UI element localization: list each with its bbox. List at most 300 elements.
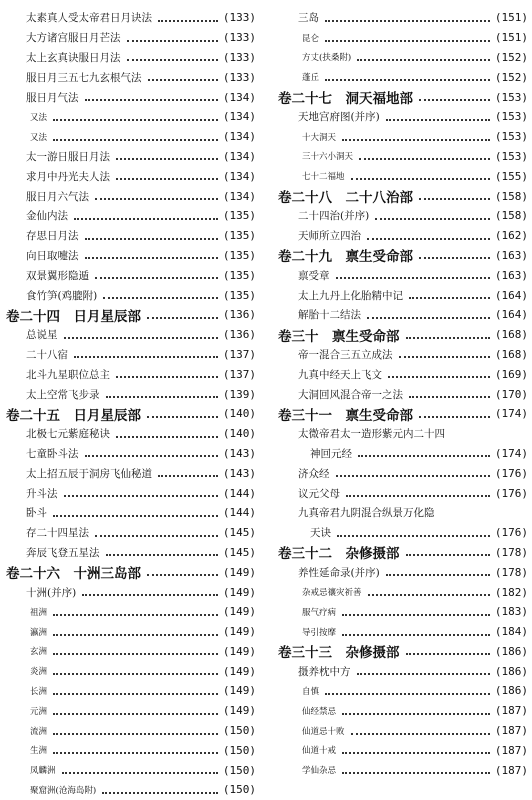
entry-title: 帝一混合三五立成法 <box>298 347 396 362</box>
page-number: (151) <box>494 11 528 25</box>
entry-title: 七十二福地 <box>302 170 348 182</box>
toc-entry <box>278 285 528 305</box>
entry-title: 太素真人受太帝君日月诀法 <box>26 10 155 25</box>
entry-title: 十大洞天 <box>302 131 339 143</box>
entry-title: 瀛洲 <box>30 626 50 638</box>
page-number: (149) <box>222 664 256 678</box>
entry-title: 生洲 <box>30 744 50 756</box>
toc-entry <box>6 67 256 87</box>
toc-entry <box>6 780 256 800</box>
entry-title: 大方诸宫服日月芒法 <box>26 30 124 45</box>
page-number: (187) <box>494 763 528 777</box>
page-number: (174) <box>494 446 528 460</box>
dot-leader <box>53 693 218 695</box>
page-number: (182) <box>494 585 528 599</box>
dot-leader <box>106 554 218 556</box>
entry-title: 凤麟洲 <box>30 764 59 776</box>
toc-entry <box>278 107 528 127</box>
entry-title: 导引按摩 <box>302 626 339 638</box>
entry-title: 蓬丘 <box>302 71 322 83</box>
page-number: (184) <box>494 625 528 639</box>
dot-leader <box>342 752 490 754</box>
page-number: (133) <box>222 11 256 25</box>
toc-entry <box>6 760 256 780</box>
page-number: (152) <box>494 50 528 64</box>
page-number: (134) <box>222 189 256 203</box>
page-number: (149) <box>222 625 256 639</box>
toc-entry <box>6 503 256 523</box>
toc-entry <box>6 246 256 266</box>
dot-leader <box>74 218 218 220</box>
toc-entry <box>6 186 256 206</box>
page-number: (158) <box>494 209 528 223</box>
chapter-heading <box>278 543 528 563</box>
chapter-heading <box>6 562 256 582</box>
entry-title: 太上空常飞步录 <box>26 387 103 402</box>
page-number: (144) <box>222 506 256 520</box>
dot-leader <box>103 297 218 299</box>
dot-leader <box>53 653 218 655</box>
entry-title: 又法 <box>30 111 50 123</box>
toc-entry <box>6 523 256 543</box>
page-number: (186) <box>494 644 528 658</box>
page-number: (169) <box>494 367 528 381</box>
dot-leader <box>85 257 218 259</box>
page-number: (162) <box>494 229 528 243</box>
entry-title: 二十八宿 <box>26 347 71 362</box>
entry-title: 自慎 <box>302 685 322 697</box>
dot-leader <box>53 515 218 517</box>
entry-title: 九真帝君九阴混合纵景万化隐 <box>298 505 438 520</box>
toc-entry <box>6 166 256 186</box>
dot-leader <box>116 436 218 438</box>
page-number: (168) <box>494 328 528 342</box>
dot-leader <box>85 238 218 240</box>
dot-leader <box>357 673 490 675</box>
dot-leader <box>342 139 490 141</box>
entry-title: 聚窟洲(沧海岛附) <box>30 784 99 796</box>
page-number: (140) <box>222 427 256 441</box>
entry-title: 求月中丹光夫人法 <box>26 169 113 184</box>
toc-entry <box>278 166 528 186</box>
toc-entry <box>6 206 256 226</box>
entry-title: 济众经 <box>298 466 333 481</box>
page-number: (155) <box>494 169 528 183</box>
chapter-title: 卷三十一 禀生受命部 <box>278 404 416 424</box>
dot-leader <box>342 772 490 774</box>
page-number: (143) <box>222 466 256 480</box>
entry-title: 太上玄真诀服日月法 <box>26 50 124 65</box>
toc-entry <box>6 127 256 147</box>
toc-entry <box>6 364 256 384</box>
dot-leader <box>127 59 218 61</box>
page-number: (170) <box>494 387 528 401</box>
entry-title: 流洲 <box>30 725 50 737</box>
toc-entry <box>278 740 528 760</box>
page-number: (150) <box>222 743 256 757</box>
entry-title: 仙道十戒 <box>302 744 339 756</box>
toc-entry <box>6 424 256 444</box>
entry-title: 向日取嚏法 <box>26 248 82 263</box>
toc-entry <box>6 147 256 167</box>
toc-entry <box>278 661 528 681</box>
entry-title: 食竹笋(鸡膍附) <box>26 288 100 303</box>
dot-leader <box>148 79 218 81</box>
dot-leader <box>53 733 218 735</box>
entry-title: 二十四治(并序) <box>298 208 372 223</box>
toc-entry <box>6 285 256 305</box>
page-number: (145) <box>222 545 256 559</box>
page-number: (135) <box>222 268 256 282</box>
toc-entry <box>6 483 256 503</box>
toc-entry <box>278 206 528 226</box>
dot-leader <box>419 416 490 418</box>
entry-title: 三十六小洞天 <box>302 150 356 162</box>
page-number: (150) <box>222 763 256 777</box>
dot-leader <box>386 574 490 576</box>
chapter-title: 卷二十五 日月星辰部 <box>6 404 144 424</box>
chapter-title: 卷二十六 十洲三岛部 <box>6 562 144 582</box>
dot-leader <box>127 40 218 42</box>
entry-title: 学仙杂忌 <box>302 764 339 776</box>
chapter-heading <box>278 246 528 266</box>
page-number: (176) <box>494 486 528 500</box>
dot-leader <box>336 277 490 279</box>
dot-leader <box>406 554 490 556</box>
page-number: (176) <box>494 526 528 540</box>
toc-entry <box>278 463 528 483</box>
entry-title: 杂戒忌禳灾祈善 <box>302 586 365 598</box>
toc-entry <box>6 622 256 642</box>
toc-entry <box>6 661 256 681</box>
dot-leader <box>106 396 218 398</box>
page-number: (164) <box>494 308 528 322</box>
toc-entry <box>6 48 256 68</box>
page-number: (136) <box>222 328 256 342</box>
entry-title: 服日月三五七九玄根气法 <box>26 70 145 85</box>
dot-leader <box>342 614 490 616</box>
dot-leader <box>388 376 490 378</box>
toc-entry <box>278 602 528 622</box>
dot-leader <box>346 495 490 497</box>
toc-entry <box>6 345 256 365</box>
entry-title: 方丈(扶桑附) <box>302 51 354 63</box>
dot-leader <box>357 59 490 61</box>
page-number: (153) <box>494 90 528 104</box>
toc-entry <box>278 622 528 642</box>
entry-title: 太上九丹上化胎精中记 <box>298 288 406 303</box>
dot-leader <box>375 218 490 220</box>
toc-entry <box>6 87 256 107</box>
entry-title: 养性延命录(并序) <box>298 565 383 580</box>
dot-leader <box>53 119 218 121</box>
dot-leader <box>399 356 490 358</box>
page-number: (187) <box>494 724 528 738</box>
page-number: (187) <box>494 704 528 718</box>
page-number: (143) <box>222 446 256 460</box>
page-number: (163) <box>494 268 528 282</box>
entry-title: 仙经禁忌 <box>302 705 339 717</box>
page-number: (149) <box>222 565 256 579</box>
page-number: (135) <box>222 209 256 223</box>
page-number: (134) <box>222 90 256 104</box>
page-number: (187) <box>494 743 528 757</box>
dot-leader <box>386 119 490 121</box>
entry-title: 摄养枕中方 <box>298 664 354 679</box>
entry-title: 太上招五辰于洞房飞仙秘道 <box>26 466 155 481</box>
toc-entry <box>6 543 256 563</box>
entry-title: 服气疗病 <box>302 606 339 618</box>
dot-leader <box>53 139 218 141</box>
dot-leader <box>336 475 490 477</box>
page-number: (174) <box>494 407 528 421</box>
chapter-heading <box>278 325 528 345</box>
page-number: (176) <box>494 466 528 480</box>
dot-leader <box>62 772 218 774</box>
entry-title: 昆仑 <box>302 32 322 44</box>
toc-entry <box>6 721 256 741</box>
dot-leader <box>158 20 218 22</box>
entry-title: 存思日月法 <box>26 228 82 243</box>
toc-entry <box>278 28 528 48</box>
dot-leader <box>53 634 218 636</box>
toc-entry <box>278 384 528 404</box>
dot-leader <box>85 99 218 101</box>
entry-title: 大洞回风混合帝一之法 <box>298 387 406 402</box>
dot-leader <box>325 40 490 42</box>
toc-entry <box>6 740 256 760</box>
page-number: (186) <box>494 684 528 698</box>
entry-title: 太一游日服日月法 <box>26 149 113 164</box>
chapter-title: 卷三十二 杂修摄部 <box>278 543 403 563</box>
dot-leader <box>116 178 218 180</box>
page-number: (134) <box>222 169 256 183</box>
chapter-title: 卷二十八 二十八治部 <box>278 186 416 206</box>
page-number: (134) <box>222 149 256 163</box>
page-number: (183) <box>494 605 528 619</box>
entry-title: 炎洲 <box>30 665 50 677</box>
entry-title: 奔辰飞登五星法 <box>26 545 103 560</box>
entry-title: 禀受章 <box>298 268 333 283</box>
toc-entry <box>278 760 528 780</box>
entry-title: 祖洲 <box>30 606 50 618</box>
chapter-title: 卷二十七 洞天福地部 <box>278 87 416 107</box>
dot-leader <box>367 317 490 319</box>
page-number: (149) <box>222 585 256 599</box>
entry-title: 太微帝君太一造形紫元内二十四 <box>298 426 448 441</box>
page-number: (168) <box>494 347 528 361</box>
page-number: (150) <box>222 783 256 797</box>
toc-entry <box>278 305 528 325</box>
toc-entry <box>278 127 528 147</box>
entry-title: 存二十四星法 <box>26 525 92 540</box>
toc-entry <box>278 444 528 464</box>
entry-title: 仙道忌十败 <box>302 725 348 737</box>
page-number: (178) <box>494 565 528 579</box>
page-number: (139) <box>222 387 256 401</box>
page-number: (149) <box>222 704 256 718</box>
page-number: (140) <box>222 407 256 421</box>
dot-leader <box>337 535 490 537</box>
dot-leader <box>116 158 218 160</box>
entry-title: 双景翼形隐遁 <box>26 268 92 283</box>
entry-title: 玄洲 <box>30 645 50 657</box>
page-number: (149) <box>222 605 256 619</box>
entry-title: 服日月六气法 <box>26 189 92 204</box>
dot-leader <box>53 673 218 675</box>
dot-leader <box>409 396 490 398</box>
page-number: (152) <box>494 70 528 84</box>
toc-entry <box>278 701 528 721</box>
page-number: (149) <box>222 684 256 698</box>
page-number: (144) <box>222 486 256 500</box>
toc-entry <box>6 265 256 285</box>
page-number: (163) <box>494 248 528 262</box>
toc-entry <box>6 8 256 28</box>
toc-entry <box>278 582 528 602</box>
entry-title: 七童卧斗法 <box>26 446 82 461</box>
dot-leader <box>351 178 490 180</box>
page-number: (158) <box>494 189 528 203</box>
dot-leader <box>82 594 218 596</box>
toc-entry <box>278 147 528 167</box>
toc-entry <box>278 48 528 68</box>
toc-column-right <box>278 8 528 780</box>
entry-title: 北极七元紫庭秘诀 <box>26 426 113 441</box>
page-number: (134) <box>222 110 256 124</box>
entry-title: 九真中经天上飞文 <box>298 367 385 382</box>
page-number: (137) <box>222 367 256 381</box>
dot-leader <box>95 198 218 200</box>
dot-leader <box>53 713 218 715</box>
page-number: (153) <box>494 130 528 144</box>
page-number: (145) <box>222 526 256 540</box>
toc-entry <box>6 384 256 404</box>
toc-column-left <box>6 8 256 800</box>
entry-title: 北斗九星职位总主 <box>26 367 113 382</box>
entry-title: 天诀 <box>310 525 334 540</box>
dot-leader <box>351 733 490 735</box>
dot-leader <box>158 475 218 477</box>
toc-entry <box>278 364 528 384</box>
entry-title: 解胎十二结法 <box>298 307 364 322</box>
chapter-heading <box>6 404 256 424</box>
page-number: (137) <box>222 347 256 361</box>
page-number: (178) <box>494 545 528 559</box>
dot-leader <box>95 277 218 279</box>
page-number: (133) <box>222 50 256 64</box>
entry-title: 神回元经 <box>310 446 355 461</box>
entry-title: 十洲(并序) <box>26 585 79 600</box>
toc-entry <box>6 325 256 345</box>
dot-leader <box>325 79 490 81</box>
toc-entry <box>278 345 528 365</box>
entry-title: 升斗法 <box>26 486 61 501</box>
page-number: (133) <box>222 70 256 84</box>
toc-entry <box>6 582 256 602</box>
chapter-title: 卷三十三 杂修摄部 <box>278 642 403 662</box>
page-number: (135) <box>222 288 256 302</box>
toc-entry <box>6 444 256 464</box>
entry-title: 金仙内法 <box>26 208 71 223</box>
entry-title: 天师所立四治 <box>298 228 364 243</box>
dot-leader <box>147 317 218 319</box>
page-number: (135) <box>222 229 256 243</box>
dot-leader <box>147 416 218 418</box>
page-number: (151) <box>494 31 528 45</box>
toc-entry <box>6 642 256 662</box>
dot-leader <box>64 337 218 339</box>
dot-leader <box>368 594 490 596</box>
page-number: (133) <box>222 31 256 45</box>
dot-leader <box>342 634 490 636</box>
toc-entry <box>6 463 256 483</box>
page-number: (136) <box>222 308 256 322</box>
dot-leader <box>85 455 218 457</box>
dot-leader <box>53 614 218 616</box>
entry-title: 元洲 <box>30 705 50 717</box>
dot-leader <box>406 337 490 339</box>
chapter-title: 卷三十 禀生受命部 <box>278 325 403 345</box>
toc-entry <box>278 503 528 523</box>
chapter-heading <box>278 186 528 206</box>
chapter-heading <box>278 404 528 424</box>
chapter-title: 卷二十四 日月星辰部 <box>6 305 144 325</box>
page-number: (150) <box>222 724 256 738</box>
toc-entry <box>278 681 528 701</box>
toc-entry <box>278 562 528 582</box>
chapter-heading <box>278 642 528 662</box>
dot-leader <box>116 376 218 378</box>
dot-leader <box>419 99 490 101</box>
dot-leader <box>325 693 490 695</box>
toc-entry <box>278 483 528 503</box>
dot-leader <box>342 713 490 715</box>
entry-title: 议元父母 <box>298 486 343 501</box>
dot-leader <box>419 198 490 200</box>
toc-entry <box>6 226 256 246</box>
toc-entry <box>278 265 528 285</box>
chapter-heading <box>6 305 256 325</box>
dot-leader <box>359 158 490 160</box>
toc-entry <box>6 107 256 127</box>
dot-leader <box>147 574 218 576</box>
dot-leader <box>64 495 218 497</box>
dot-leader <box>74 356 218 358</box>
dot-leader <box>358 455 490 457</box>
toc-entry <box>6 602 256 622</box>
page-number: (164) <box>494 288 528 302</box>
page-number: (153) <box>494 110 528 124</box>
dot-leader <box>409 297 490 299</box>
entry-title: 又法 <box>30 131 50 143</box>
toc-entry <box>278 523 528 543</box>
toc-entry <box>6 28 256 48</box>
toc-entry <box>278 8 528 28</box>
page-number: (134) <box>222 130 256 144</box>
entry-title: 长洲 <box>30 685 50 697</box>
dot-leader <box>406 653 490 655</box>
entry-title: 三岛 <box>298 10 322 25</box>
dot-leader <box>102 792 218 794</box>
toc-entry <box>6 681 256 701</box>
entry-title: 服日月气法 <box>26 90 82 105</box>
page-number: (186) <box>494 664 528 678</box>
toc-entry <box>278 67 528 87</box>
toc-entry <box>278 226 528 246</box>
dot-leader <box>419 257 490 259</box>
entry-title: 卧斗 <box>26 505 50 520</box>
